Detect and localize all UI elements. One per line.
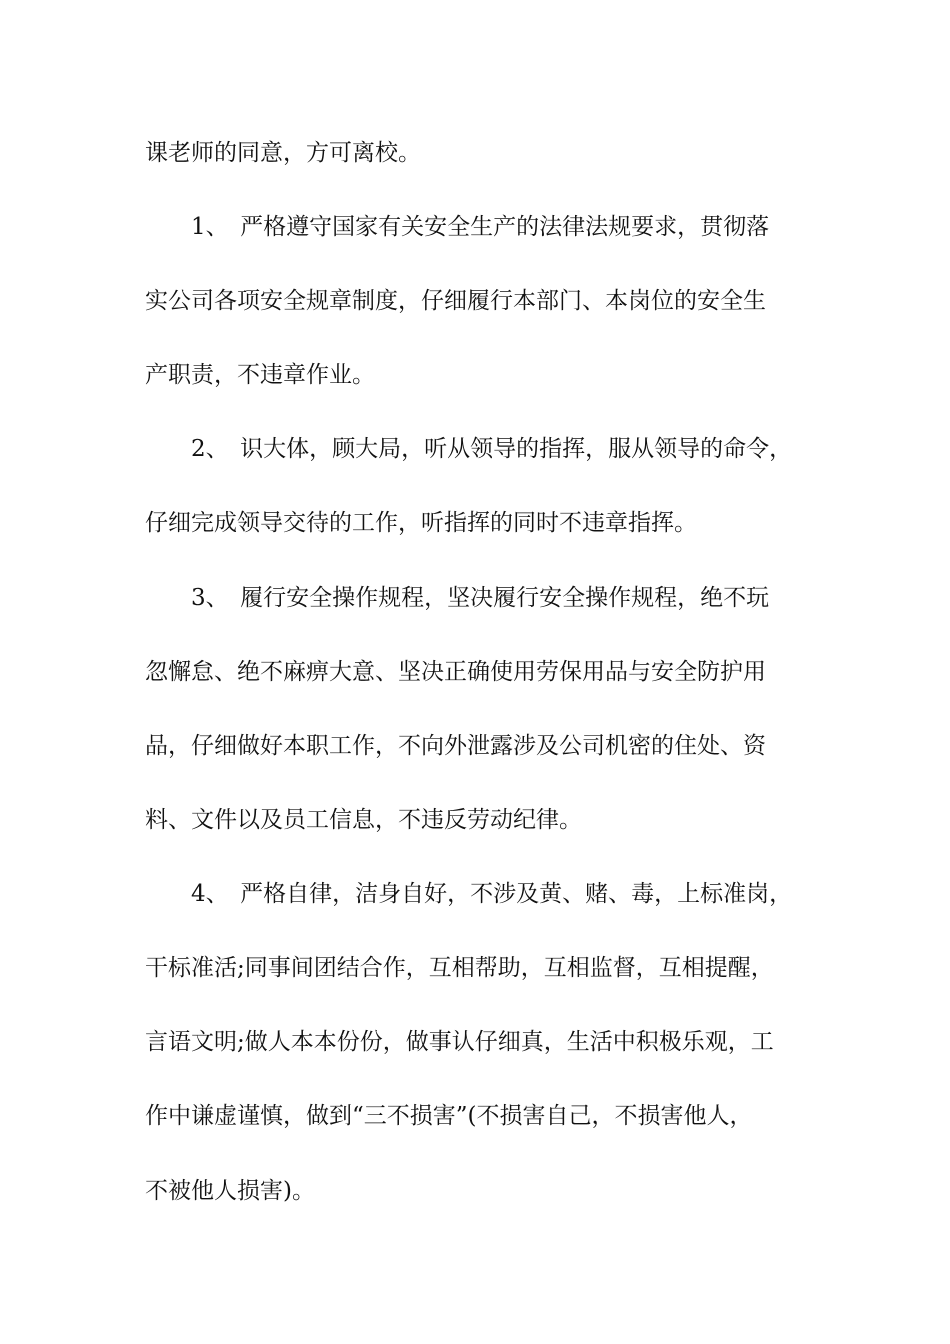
text-line: 课老师的同意，方可离校。 (145, 140, 421, 166)
text-line: 2、 识大体，顾大局，听从领导的指挥，服从领导的命令， (145, 436, 793, 462)
text-line: 不被他人损害)。 (145, 1178, 315, 1204)
text-line: 4、 严格自律，洁身自好，不涉及黄、赌、毒，上标准岗， (145, 881, 793, 907)
text-line: 作中谦虚谨慎，做到“三不损害”(不损害自己，不损害他人， (145, 1103, 753, 1129)
text-line: 3、 履行安全操作规程，坚决履行安全操作规程，绝不玩 (145, 585, 770, 611)
text-line: 料、文件以及员工信息，不违反劳动纪律。 (145, 807, 582, 833)
text-line: 1、 严格遵守国家有关安全生产的法律法规要求，贯彻落 (145, 214, 770, 240)
text-line: 干标准活;同事间团结合作，互相帮助，互相监督，互相提醒， (145, 955, 774, 981)
text-line: 产职责，不违章作业。 (145, 362, 375, 388)
text-line: 仔细完成领导交待的工作，听指挥的同时不违章指挥。 (145, 510, 697, 536)
text-line: 实公司各项安全规章制度，仔细履行本部门、本岗位的安全生 (145, 288, 766, 314)
text-line: 品，仔细做好本职工作，不向外泄露涉及公司机密的住处、资 (145, 733, 766, 759)
text-line: 忽懈怠、绝不麻痹大意、坚决正确使用劳保用品与安全防护用 (145, 659, 766, 685)
text-line: 言语文明;做人本本份份，做事认仔细真，生活中积极乐观，工 (145, 1029, 774, 1055)
